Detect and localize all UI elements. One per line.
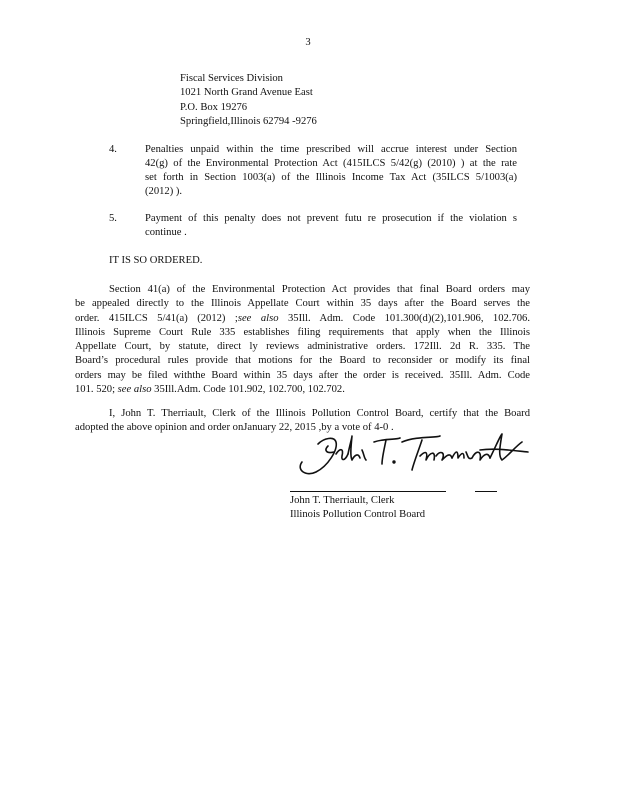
item-line: (2012) ). [145,186,183,197]
signer-name: John T. Therriault, Clerk [290,495,395,506]
item-line: Payment of this penalty does not prevent futu re prosecution if the violation s [145,213,517,224]
item-text-payment [145,212,517,240]
page-number: 3 [305,37,311,48]
item-line: set forth in Section 1003(a) of the Illinois Income Tax Act (35ILCS 5/1003(a) [145,172,517,183]
paragraph-line: I, John T. Therriault, Clerk of the Illinois Pollution Control Board, certify that the Board [109,408,530,419]
address-line: P.O. Box 19276 [180,101,248,113]
signer-organization: Illinois Pollution Control Board [290,509,426,521]
item-number: 5. [109,213,117,224]
item-line: 42(g) of the Environmental Protection Act (415ILCS 5/42(g) (2010) ) at the rate [145,158,517,169]
appeal-paragraph [75,283,530,397]
signature-line-fragment [475,491,497,492]
paragraph-line: adopted the above opinion and order onJanuary 22, 2015 ,by a vote of 4-0 . [75,422,394,434]
mailing-address [180,72,317,129]
handwritten-signature [290,430,530,482]
paragraph-line: Appellate Court, by statute, direct ly reviews administrative orders. 172Ill. 2d R. 335. The [75,341,530,353]
paragraph-line: Illinois Supreme Court Rule 335 establishes filing requirements that apply when the Illinois [75,326,530,338]
paragraph-line: order. 415ILCS 5/41(a) (2012) ;see also 35Ill. Adm. Code 101.300(d)(2),101.906, 102.706. [75,312,530,324]
item-line: Penalties unpaid within the time prescribed will accrue interest under Section [145,144,517,155]
paragraph-line: Board’s procedural rules provide that motions for the Board to reconsider or modify its final [75,355,530,367]
signature-line [290,491,446,492]
paragraph-line: orders may be filed withthe Board within 35 days after the order is received. 35Ill. Adm. Code [75,369,530,381]
address-line: Springfield,Illinois 62794 -9276 [180,115,317,127]
item-line: continue . [145,227,187,238]
paragraph-line: 101. 520; see also 35Ill.Adm. Code 101.902, 102.700, 102.702. [75,384,345,396]
paragraph-line: Section 41(a) of the Environmental Protection Act provides that final Board orders may [109,284,530,295]
item-text-penalties [145,143,517,199]
item-number: 4. [109,144,117,155]
signer-block [290,494,425,523]
address-line: Fiscal Services Division [180,73,283,84]
so-ordered-heading: IT IS SO ORDERED. [109,255,203,266]
address-line: 1021 North Grand Avenue East [180,87,313,99]
paragraph-line: be appealed directly to the Illinois Appellate Court within 35 days after the Board serves the [75,298,530,310]
